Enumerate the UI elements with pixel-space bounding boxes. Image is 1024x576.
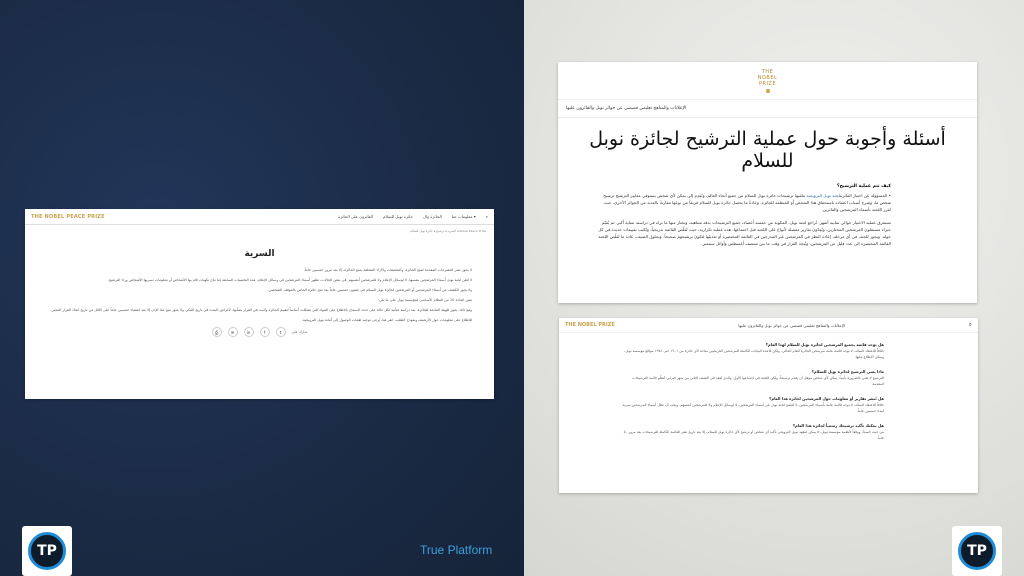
- faq-question: هل يمكنك تأكيد ترشيحك رسمياً لجائزة هذا العام؟: [792, 423, 884, 428]
- nobel-prize-logo[interactable]: [558, 62, 977, 100]
- platform-name: True Platform: [420, 543, 493, 557]
- paragraph: تنص المادة 10 من النظام الأساسي لمؤسسة نوبل على ما يلي:: [377, 298, 472, 302]
- search-icon[interactable]: ⌕: [968, 321, 972, 328]
- facebook-icon[interactable]: f: [260, 327, 270, 337]
- paragraph: لا تُعلن لجنة نوبل أسماء المرشحين بنفسها، لا لوسائل الإعلام ولا للمرشحين أنفسهم. في بعض الحالات، تظهر أسماء المرشحين في وسائل الإعلام. هذه التخمينات السابقة إما نتاج تكهنات قام بها الأشخاص أو معلومات تسربها الأشخاص وراء الترشيح.: [107, 278, 472, 282]
- email-icon[interactable]: ✉: [228, 327, 238, 337]
- faq-answer: من حيث المبدأ، ووفقاً لأنظمة مؤسسة نوبل، لا يمكن لمعهد نوبل النرويجي تأكيد أي شخص أو ترشيح لأي جائزة نوبل للسلام، إلا بعد تاريخ نشر القائمة الكاملة للترشيحات بعد مرور ٥٠ عاماً.: [623, 430, 884, 440]
- answer-paragraph: تستغرق عملية الاختيار حوالي ثمانية أشهر. تُراجع لجنة نوبل، المكونة من خمسة أعضاء، جميع الترشيحات بدقة متناهية، وتختار منها ما تراه في دراسته بعناية أكبر. ثم يُقيّم خبراء مستقلون المرشحين المختارين، ويُعِدّون تقارير مفصلة لأنواع على اللجنة قبل اجتماعها. هذه عملية تكرارية، حيث تُقلّص القائمة تدريجياً، وتُكتب تقييمات جديدة في كل جولة. ويجوز للجنة، في أي مرحلة، إعادة النظر في المرشحين غير المدرجين في القائمة المختصرة أو تعديلها لتكون ترشيحهم صحيحاً. وبحلول الصيف، عادة ما تُقلّص اللجنة القائمة المختصرة إلى عدد قليل من المرشحين، ويُتخذ القرار في وقت ما بين منتصف أغسطس وأوائل سبتمبر.: [598, 220, 891, 246]
- true-platform-logo-left: [22, 526, 72, 576]
- paragraph: ولا يجوز الكشف عن أسماء المرشحين أو المرشحين لجائزة نوبل للسلام في غضون خمسين عاماً بعد منح جائزة الخاص بالموقف الشخصي.: [267, 288, 472, 292]
- medal-icon: [766, 89, 770, 93]
- main-menu[interactable]: الإعلانات والمناهج تعليمي قصصي عن جوائز نوبل والفائزون عليها: [738, 322, 846, 328]
- true-platform-logo-right: [952, 526, 1002, 576]
- breadcrumb: السرية ◂ ترشيح ◂ جائزة نوبل للسلام ◂ Nobel Peace Prize: [410, 229, 486, 233]
- faq-question: هل توجد قائمة بجميع المرشحين لجائزة نوبل للسلام لهذا العام؟: [765, 342, 884, 347]
- screenshot-faq-page: [559, 318, 978, 493]
- logo-line: PRIZE: [758, 80, 777, 87]
- tp-logo-icon: TP: [958, 532, 996, 570]
- linkedin-icon[interactable]: in: [244, 327, 254, 337]
- nav-link[interactable]: معلومات عنا ▾: [451, 214, 476, 219]
- paragraph: ومع ذلك، يجوز للهيئة المانحة للجائزة، بعد دراسة متأنية لكل حالة على حدة، السماح بالاطلاع على المواد التي تشكلت أساساً لتقييم الجائزة والبت في القرار بشأنها، لأغراض البحث في تاريخ الفكر، ولا يجوز منح هذا الإذن إلا بعد انقضاء خمسين عاماً على الأقل من تاريخ اتخاذ القرار المعني.: [50, 308, 472, 312]
- screenshot-nomination-qa-page: [558, 62, 977, 303]
- nav-links: [338, 214, 488, 219]
- nav-link[interactable]: الفائزون على الجائزة: [338, 214, 374, 219]
- top-nav: [25, 209, 494, 225]
- twitter-icon[interactable]: t: [276, 327, 286, 337]
- committee-link[interactable]: لجنة نوبل النرويجية: [806, 193, 840, 198]
- share-label: شارك على: [291, 330, 308, 334]
- brand-logo[interactable]: THE NOBEL PEACE PRIZE: [31, 213, 105, 220]
- faq-question: ماذا يعني الترشيح لجائزة نوبل للسلام؟: [811, 369, 884, 374]
- faq-answer: الترشيح لا يعني بالضرورة تأييداً. يمكن لأي شخص مؤهل أن يقدم ترشيحاً، ولكن اللجنة في اجتماعها الأول، والذي يُعقد في النصف الثاني من شهر فبراير، تُنظّم قائمة الترشيحات المقدمة.: [632, 376, 884, 386]
- page-title: أسئلة وأجوبة حول عملية الترشيح لجائزة نوبل للسلام: [589, 128, 946, 172]
- faq-answer: خلافاً للاعتقاد السائد، لا توجد قائمة عامة بأسماء المرشحين، لا تُفصح لجنة نوبل عن أسماء المرشحين، لا لوسائل الإعلام ولا للمرشحين أنفسهم. ويجب أن تظل أسماء المرشحين سرية لمدة خمسين عاماً.: [622, 403, 884, 413]
- share-bar: [25, 327, 494, 337]
- page-title: السرية: [244, 249, 275, 259]
- faq-answer: خلافاً للاعتقاد السائد، لا توجد قائمة عامة بمرشحي الجائزة للعام الحالي، ولكن قاعدة البيانات الكاملة للمرشحين التاريخيين متاحة لأي جائزة من ١٩٠١ حتى ١٩٧٤ مواقع مؤسسة نوبل، ويمكن الاطلاع عليها.: [624, 349, 884, 359]
- nav-link[interactable]: جائزة نوبل للسلام: [383, 214, 413, 219]
- tp-logo-icon: TP: [28, 532, 66, 570]
- question-heading: كيف تتم عملية الترشيح؟: [836, 184, 891, 189]
- nav-link[interactable]: الجائزة وال: [423, 214, 442, 219]
- top-nav: [559, 318, 978, 333]
- logo-line: THE: [761, 68, 774, 75]
- answer-paragraph: • المسؤولة عن اختيار الفائزينلجنة نوبل النرويجية بتلقيها ترشيحات جائزة نوبل للسلام من جميع أنحاء العالم، وتُقدِم إلى يمكن لأي شخص يستوفي معايير الترشيح ترشيح شخص ما، وشرح أسباب اعتقاده باستحقاق هذا الشخص أو المنظمة للجائزة. وعادةً ما يحصل جائزة نوبل للسلام فريقاً من نوعها مقارنةً بالعديد من الجوائز الأخرى، حيث تُقرر اللجنة بأسماء المرشحين والفائزين.: [603, 193, 891, 212]
- main-menu[interactable]: الإعلانات والمناهج تعليمي قصصي عن جوائز نوبل والفائزون عليها: [558, 100, 977, 118]
- print-icon[interactable]: ⎙: [212, 327, 222, 337]
- faq-list: [559, 342, 978, 441]
- logo-line: NOBEL: [757, 74, 778, 81]
- paragraph: لا يجوز نشر المقترحات المقدمة لمنح الجائزة، والتحقيقات والآراء المتعلقة بمنح الجائزة، إلا بعد مرور خمسين عاماً.: [303, 268, 472, 272]
- paragraph: للاطلاع على معلومات حول الأرشيف ونموذج الطلب، انقر هنا، يُرجى توجيه طلبات الوصول إلى أمانة نوبل النرويجية.: [301, 318, 472, 322]
- faq-question: هل تُنشر تقارير أو معلومات حول المرشحين لجائزة هذا العام؟: [769, 396, 884, 401]
- screenshot-confidentiality-page: [25, 209, 494, 399]
- search-icon[interactable]: ⌕: [485, 214, 488, 219]
- brand-logo[interactable]: THE NOBEL PRIZE: [565, 322, 615, 328]
